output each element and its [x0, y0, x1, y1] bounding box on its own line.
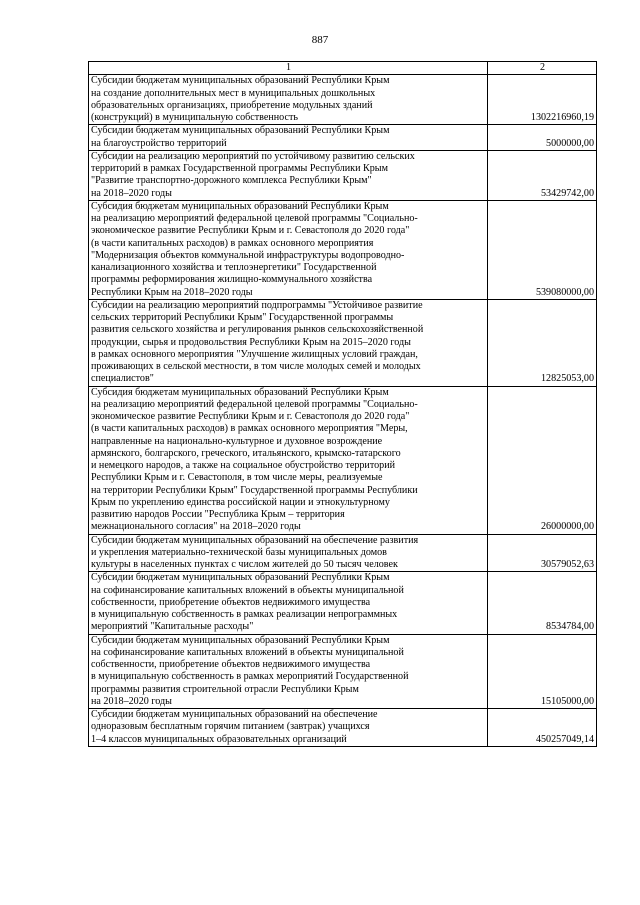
row-amount: 539080000,00	[488, 200, 597, 299]
row-amount: 30579052,63	[488, 534, 597, 572]
row-description: Субсидии бюджетам муниципальных образований Республики Крым на софинансирование капитальных вложений в объекты муниципальной собственности, приобретение объектов недвижимого имущества в муниципальную собственность в рамках реализации непрограммных мероприятий "Капитальные расходы"	[89, 572, 488, 634]
column-header-description: 1	[89, 62, 488, 75]
table-row	[89, 534, 597, 572]
row-amount: 12825053,00	[488, 299, 597, 386]
subsidies-table	[88, 61, 597, 747]
row-amount: 15105000,00	[488, 634, 597, 709]
row-amount: 8534784,00	[488, 572, 597, 634]
row-description: Субсидии на реализацию мероприятий по устойчивому развитию сельских территорий в рамках Государственной программы Республики Крым "Развитие транспортно-дорожного комплекса Республики Крым" на 2018–2020 годы	[89, 150, 488, 200]
row-description: Субсидия бюджетам муниципальных образований Республики Крым на реализацию мероприятий федеральной целевой программы "Социально- экономическое развитие Республики Крым и г. Севастополя до 2020 года" (в части капитальных расходов) в рамках основного мероприятия "Модернизация объектов коммунальной инфраструктуры водопроводно- канализационного хозяйства и теплоэнергетики" Государственной программы реформирования жилищно-коммунального хозяйства Республики Крым на 2018–2020 годы	[89, 200, 488, 299]
row-amount: 450257049,14	[488, 709, 597, 747]
row-amount: 5000000,00	[488, 125, 597, 151]
table-row	[89, 709, 597, 747]
table-row	[89, 572, 597, 634]
row-description: Субсидии бюджетам муниципальных образований Республики Крым на благоустройство территорий	[89, 125, 488, 151]
row-description: Субсидии бюджетам муниципальных образований Республики Крым на софинансирование капитальных вложений в объекты муниципальной собственности, приобретение объектов недвижимого имущества в муниципальную собственность в рамках мероприятий Государственной программы развития строительной отрасли Республики Крым на 2018–2020 годы	[89, 634, 488, 709]
column-header-amount: 2	[488, 62, 597, 75]
row-amount: 1302216960,19	[488, 75, 597, 125]
row-description: Субсидии бюджетам муниципальных образований на обеспечение одноразовым бесплатным горячим питанием (завтрак) учащихся 1–4 классов муниципальных образовательных организаций	[89, 709, 488, 747]
page-number: 887	[311, 34, 329, 46]
row-description: Субсидии бюджетам муниципальных образований Республики Крым на создание дополнительных мест в муниципальных дошкольных образовательных организациях, приобретение модульных зданий (конструкций) в муниципальную собственность	[89, 75, 488, 125]
row-description: Субсидии на реализацию мероприятий подпрограммы "Устойчивое развитие сельских территорий Республики Крым" Государственной программы развития сельского хозяйства и регулирования рынков сельскохозяйственной продукции, сырья и продовольствия Республики Крым на 2015–2020 годы в рамках основного мероприятия "Улучшение жилищных условий граждан, проживающих в сельской местности, в том числе молодых семей и молодых специалистов"	[89, 299, 488, 386]
row-amount: 26000000,00	[488, 386, 597, 534]
table-row	[89, 150, 597, 200]
table-row	[89, 125, 597, 151]
row-amount: 53429742,00	[488, 150, 597, 200]
row-description: Субсидия бюджетам муниципальных образований Республики Крым на реализацию мероприятий федеральной целевой программы "Социально- экономическое развитие Республики Крым и г. Севастополя до 2020 года" (в части капитальных расходов) в рамках основного мероприятия "Меры, направленные на национально-культурное и духовное возрождение армянского, болгарского, греческого, итальянского, крымско-татарского и немецкого народов, а также на социальное обустройство территорий Республики Крым и г. Севастополя, в том числе меры, реализуемые на территории Республики Крым" Государственной программы Республики Крым по укреплению единства российской нации и этнокультурному развитию народов России "Республика Крым – территория межнационального согласия" на 2018–2020 годы	[89, 386, 488, 534]
table-header-row	[89, 62, 597, 75]
row-description: Субсидии бюджетам муниципальных образований на обеспечение развития и укрепления материально-технической базы муниципальных домов культуры в населенных пунктах с числом жителей до 50 тысяч человек	[89, 534, 488, 572]
table-row	[89, 386, 597, 534]
table-row	[89, 299, 597, 386]
table-row	[89, 200, 597, 299]
table-row	[89, 75, 597, 125]
table-row	[89, 634, 597, 709]
